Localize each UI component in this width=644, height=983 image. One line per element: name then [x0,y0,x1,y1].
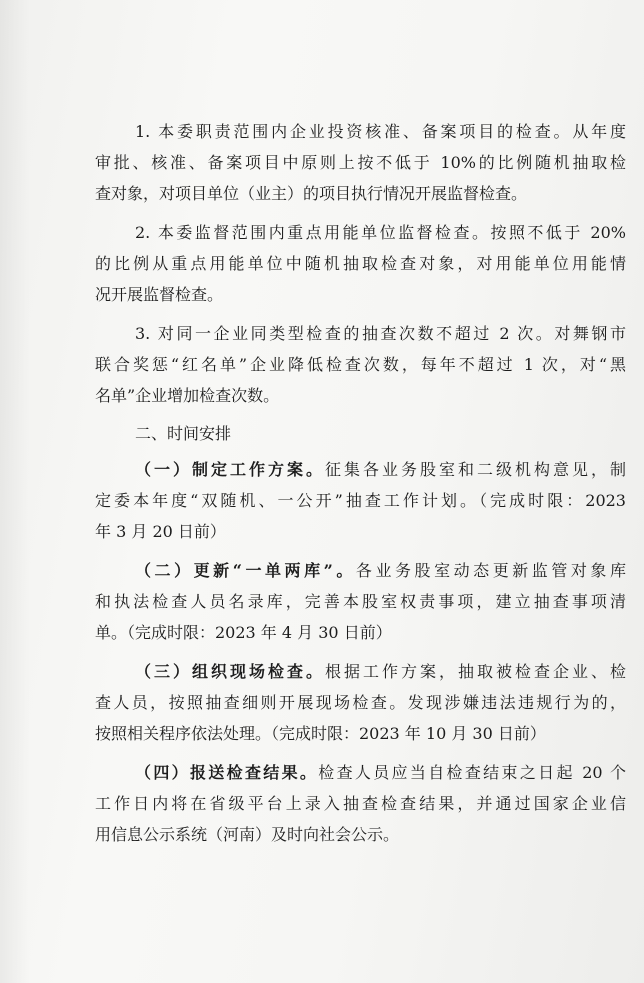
task1-title: （一）制定工作方案。 [135,460,325,479]
task3-line1 [95,656,626,687]
task3-line1-rest: 根据工作方案，抽取被检查企业、检 [325,662,626,681]
item2-line1: 2. 本委监督范围内重点用能单位监督检查。按照不低于 20% [135,223,626,242]
task2-line3: 单。（完成时限：2023 年 4 月 30 日前） [95,623,392,642]
task2-line2: 和执法检查人员名录库，完善本股室权责事项，建立抽查事项清 [95,592,626,611]
task4-line1 [95,757,626,788]
item3-line2: 联合奖惩“红名单”企业降低检查次数，每年不超过 1 次，对“黑 [95,355,626,374]
item1-line3: 查对象，对项目单位（业主）的项目执行情况开展监督检查。 [95,184,528,203]
task3-line2: 查人员，按照抽查细则开展现场检查。发现涉嫌违法违规行为的， [95,693,626,712]
section2-heading: 二、时间安排 [135,424,232,443]
item2-line2: 的比例从重点用能单位中随机抽取检查对象，对用能单位用能情 [95,254,626,273]
item1-line1: 1. 本委职责范围内企业投资核准、备案项目的检查。从年度 [135,122,626,141]
document-body [95,116,626,850]
task2-line1 [95,555,626,586]
item3-line1: 3. 对同一企业同类型检查的抽查次数不超过 2 次。对舞钢市 [135,324,626,343]
task3-line3: 按照相关程序依法处理。（完成时限：2023 年 10 月 30 日前） [95,724,546,743]
task4-title: （四）报送检查结果。 [135,763,319,782]
task2-line1-rest: 各业务股室动态更新监管对象库 [355,561,626,580]
task1-line1 [95,454,626,485]
task3-title: （三）组织现场检查。 [135,662,325,681]
task1-line1-rest: 征集各业务股室和二级机构意见，制 [325,460,626,479]
item3-line3: 名单”企业增加检查次数。 [95,386,280,405]
task4-line2: 工作日内将在省级平台上录入抽查检查结果，并通过国家企业信 [95,794,626,813]
task2-title: （二）更新“一单两库”。 [135,561,356,580]
item2-line3: 况开展监督检查。 [95,285,224,304]
item1-line2: 审批、核准、备案项目中原则上按不低于 10%的比例随机抽取检 [95,153,626,172]
page-shadow [0,0,30,983]
task1-line2: 定委本年度“双随机、一公开”抽查工作计划。（完成时限：2023 [95,491,626,510]
task1-line3: 年 3 月 20 日前） [95,522,226,541]
task4-line3: 用信息公示系统（河南）及时向社会公示。 [95,825,400,844]
task4-line1-rest: 检查人员应当自检查结束之日起 20 个 [318,763,626,782]
